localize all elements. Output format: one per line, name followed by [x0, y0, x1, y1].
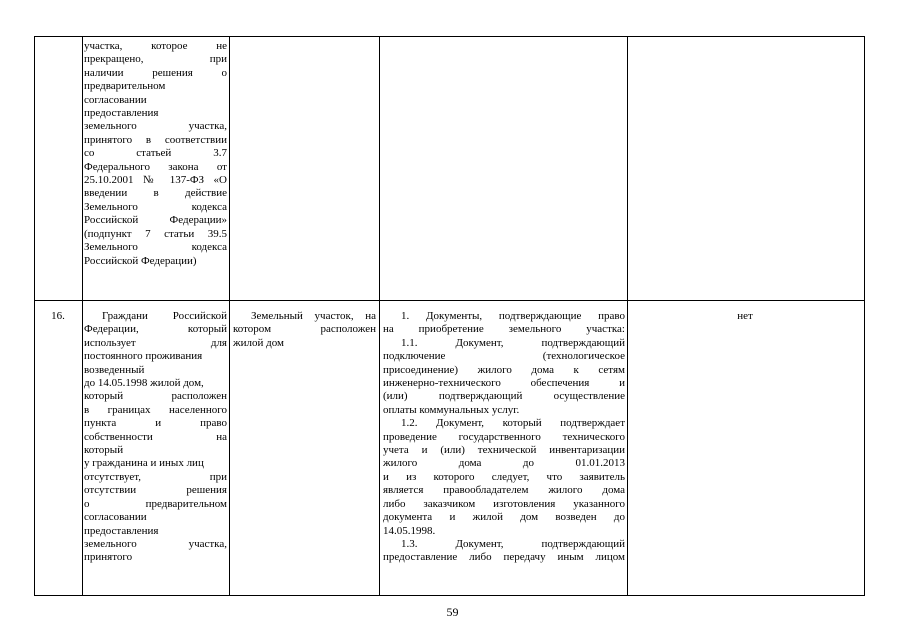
documents-text-line: 1.2. Документ, который подтверждает [401, 417, 625, 430]
table-border-right [864, 36, 865, 595]
applicant-text-line: принятого в соответствии [84, 133, 227, 146]
documents-text-line: 1.1. Документ, подтверждающий [401, 336, 625, 349]
applicant-text-line: принятого [84, 551, 133, 564]
applicant-text-line: земельного участка, [84, 537, 227, 550]
documents-text-line: предоставление либо передачу иным лицом [383, 551, 625, 564]
table-border-bottom [34, 595, 865, 596]
applicant-text-line: Российской Федерации) [84, 254, 197, 267]
applicant-text-line: использует для [84, 336, 227, 349]
applicant-text-line: у гражданина и иных лиц [84, 457, 204, 470]
applicant-text-line: о предварительном [84, 497, 227, 510]
applicant-text-line: в границах населенного [84, 403, 227, 416]
documents-text-line: 1. Документы, подтверждающие право [401, 310, 625, 322]
row16-last-col-value: нет [737, 310, 753, 322]
applicant-text-line: отсутствии решения [84, 484, 227, 497]
table-divider-3 [379, 36, 380, 595]
prev-row-applicant-cell [84, 40, 227, 268]
applicant-text-line: постоянного проживания [84, 350, 203, 363]
applicant-text-line: земельного участка, [84, 120, 227, 133]
applicant-text-line: наличии решения о [84, 66, 227, 79]
applicant-text-line: возведенный [84, 363, 145, 376]
applicant-text-line: предоставления [84, 107, 159, 120]
documents-text-line: на приобретение земельного участка: [383, 323, 625, 336]
applicant-text-line: участка, которое не [84, 40, 227, 52]
documents-text-line: учета и (или) технической инвентаризации [383, 444, 625, 457]
documents-text-line: либо заказчиком изготовления указанного [383, 497, 625, 510]
documents-text-line: проведение государственного технического [383, 430, 625, 443]
table-row-divider [34, 300, 865, 301]
documents-text-line: присоединение) жилого дома к сетям [383, 363, 625, 376]
applicant-text-line: предварительном [84, 80, 166, 93]
applicant-text-line: прекращено, при [84, 53, 227, 66]
applicant-text-line: Федерального закона от [84, 160, 227, 173]
applicant-text-line: Российской Федерации» [84, 214, 227, 227]
applicant-text-line: согласовании [84, 511, 147, 524]
applicant-text-line: согласовании [84, 93, 147, 106]
row16-documents-cell [383, 310, 625, 565]
table-border-top [34, 36, 865, 37]
documents-text-line: (или) подтверждающий осуществление [383, 390, 625, 403]
applicant-text-line: который [84, 444, 124, 457]
object-text-line: жилой дом [233, 336, 284, 349]
applicant-text-line: Земельного кодекса [84, 200, 227, 213]
documents-text-line: документа и жилой дом возведен до [383, 511, 625, 524]
documents-text-line: 1.3. Документ, подтверждающий [401, 537, 625, 550]
applicant-text-line: Федерации, который [84, 323, 227, 336]
documents-text-line: инженерно-технического обеспечения и [383, 377, 625, 390]
applicant-text-line: пункта и право [84, 417, 227, 430]
applicant-text-line: собственности на [84, 430, 227, 443]
applicant-text-line: Граждани Российской [102, 310, 227, 322]
applicant-text-line: до 14.05.1998 жилой дом, [84, 377, 204, 390]
documents-text-line: и из которого следует, что заявитель [383, 470, 625, 483]
table-divider-4 [627, 36, 628, 595]
row-number: 16. [51, 310, 65, 322]
row16-applicant-cell [84, 310, 227, 565]
row16-object-cell [233, 310, 376, 350]
table-divider-2 [229, 36, 230, 595]
documents-text-line: оплаты коммунальных услуг. [383, 403, 520, 416]
documents-text-line: жилого дома до 01.01.2013 [383, 457, 625, 470]
table-divider-1 [82, 36, 83, 595]
object-text-line: котором расположен [233, 323, 376, 336]
applicant-text-line: со статьей 3.7 [84, 147, 227, 160]
applicant-text-line: предоставления [84, 524, 159, 537]
page-number: 59 [446, 605, 459, 619]
object-text-line: Земельный участок, на [251, 310, 376, 322]
documents-text-line: является правообладателем жилого дома [383, 484, 625, 497]
applicant-text-line: 25.10.2001 № 137-ФЗ «О [84, 174, 227, 187]
applicant-text-line: отсутствует, при [84, 470, 227, 483]
applicant-text-line: который расположен [84, 390, 227, 403]
applicant-text-line: (подпункт 7 статьи 39.5 [84, 227, 227, 240]
documents-text-line: 14.05.1998. [383, 524, 436, 537]
applicant-text-line: Земельного кодекса [84, 241, 227, 254]
documents-text-line: подключение (технологическое [383, 350, 625, 363]
applicant-text-line: введении в действие [84, 187, 227, 200]
